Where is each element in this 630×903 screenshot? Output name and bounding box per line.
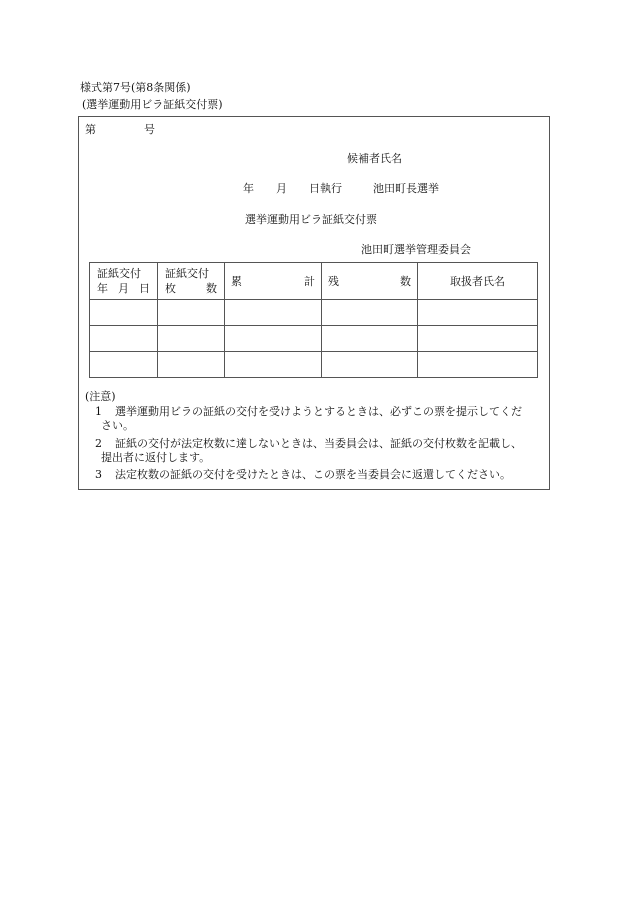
number-suffix: 号: [144, 123, 155, 136]
note-text: 選挙運動用ビラの証紙の交付を受けようとするときは、必ずこの票を提示してくだ: [115, 405, 522, 418]
form-subtitle: (選挙運動用ビラ証紙交付票): [82, 98, 223, 111]
header-issue-count-line1: 証紙交付: [165, 267, 209, 280]
table-row: [90, 352, 538, 378]
table-cell[interactable]: [90, 352, 158, 378]
table-cell[interactable]: [158, 326, 225, 352]
number-label: 第: [85, 123, 96, 136]
note-item-2: [95, 437, 545, 465]
notes-heading: (注意): [85, 390, 116, 403]
note-text: 法定枚数の証紙の交付を受けたときは、この票を当委員会に返還してください。: [115, 468, 511, 481]
receipt-table: [89, 262, 538, 378]
election-name: 池田町長選挙: [373, 182, 439, 195]
table-cell[interactable]: [158, 352, 225, 378]
candidate-name-label: 候補者氏名: [347, 152, 402, 165]
header-count-char2: 数: [206, 282, 217, 295]
table-cell[interactable]: [90, 300, 158, 326]
table-cell[interactable]: [322, 300, 418, 326]
table-cell[interactable]: [158, 300, 225, 326]
form-number-label: 様式第7号(第8条関係): [80, 81, 191, 94]
header-remaining-char2: 数: [400, 275, 411, 288]
header-issue-count: [158, 263, 225, 300]
note-number: 1: [95, 405, 102, 418]
header-remaining: [322, 263, 418, 300]
table-cell[interactable]: [322, 326, 418, 352]
table-cell[interactable]: [418, 326, 538, 352]
header-day: 日: [139, 282, 150, 295]
table-row: [90, 300, 538, 326]
note-item-3: [95, 468, 545, 482]
header-cumulative-char1: 累: [231, 275, 242, 288]
header-cumulative-char2: 計: [304, 275, 315, 288]
table-cell[interactable]: [225, 300, 322, 326]
table-cell[interactable]: [90, 326, 158, 352]
table-header-row: [90, 263, 538, 300]
table-row: [90, 326, 538, 352]
election-date: 年 月 日執行: [243, 182, 342, 195]
note-text: 証紙の交付が法定枚数に達しないときは、当委員会は、証紙の交付枚数を記載し、: [115, 437, 522, 450]
note-text-continued: さい。: [101, 419, 134, 432]
header-handler-name: 取扱者氏名: [418, 263, 538, 300]
header-issue-date-line1: 証紙交付: [97, 267, 141, 280]
header-count-char1: 枚: [165, 282, 176, 295]
header-remaining-char1: 残: [328, 275, 339, 288]
note-item-1: [95, 405, 545, 433]
header-month: 月: [118, 282, 129, 295]
note-number: 2: [95, 437, 102, 450]
note-text-continued: 提出者に返付します。: [101, 451, 211, 464]
table-cell[interactable]: [418, 352, 538, 378]
table-cell[interactable]: [225, 352, 322, 378]
header-year: 年: [97, 282, 108, 295]
table-cell[interactable]: [225, 326, 322, 352]
issuer-name: 池田町選挙管理委員会: [361, 243, 471, 256]
note-number: 3: [95, 468, 102, 481]
header-cumulative: [225, 263, 322, 300]
header-issue-date: [90, 263, 158, 300]
table-cell[interactable]: [322, 352, 418, 378]
document-title: 選挙運動用ビラ証紙交付票: [245, 213, 377, 226]
table-cell[interactable]: [418, 300, 538, 326]
